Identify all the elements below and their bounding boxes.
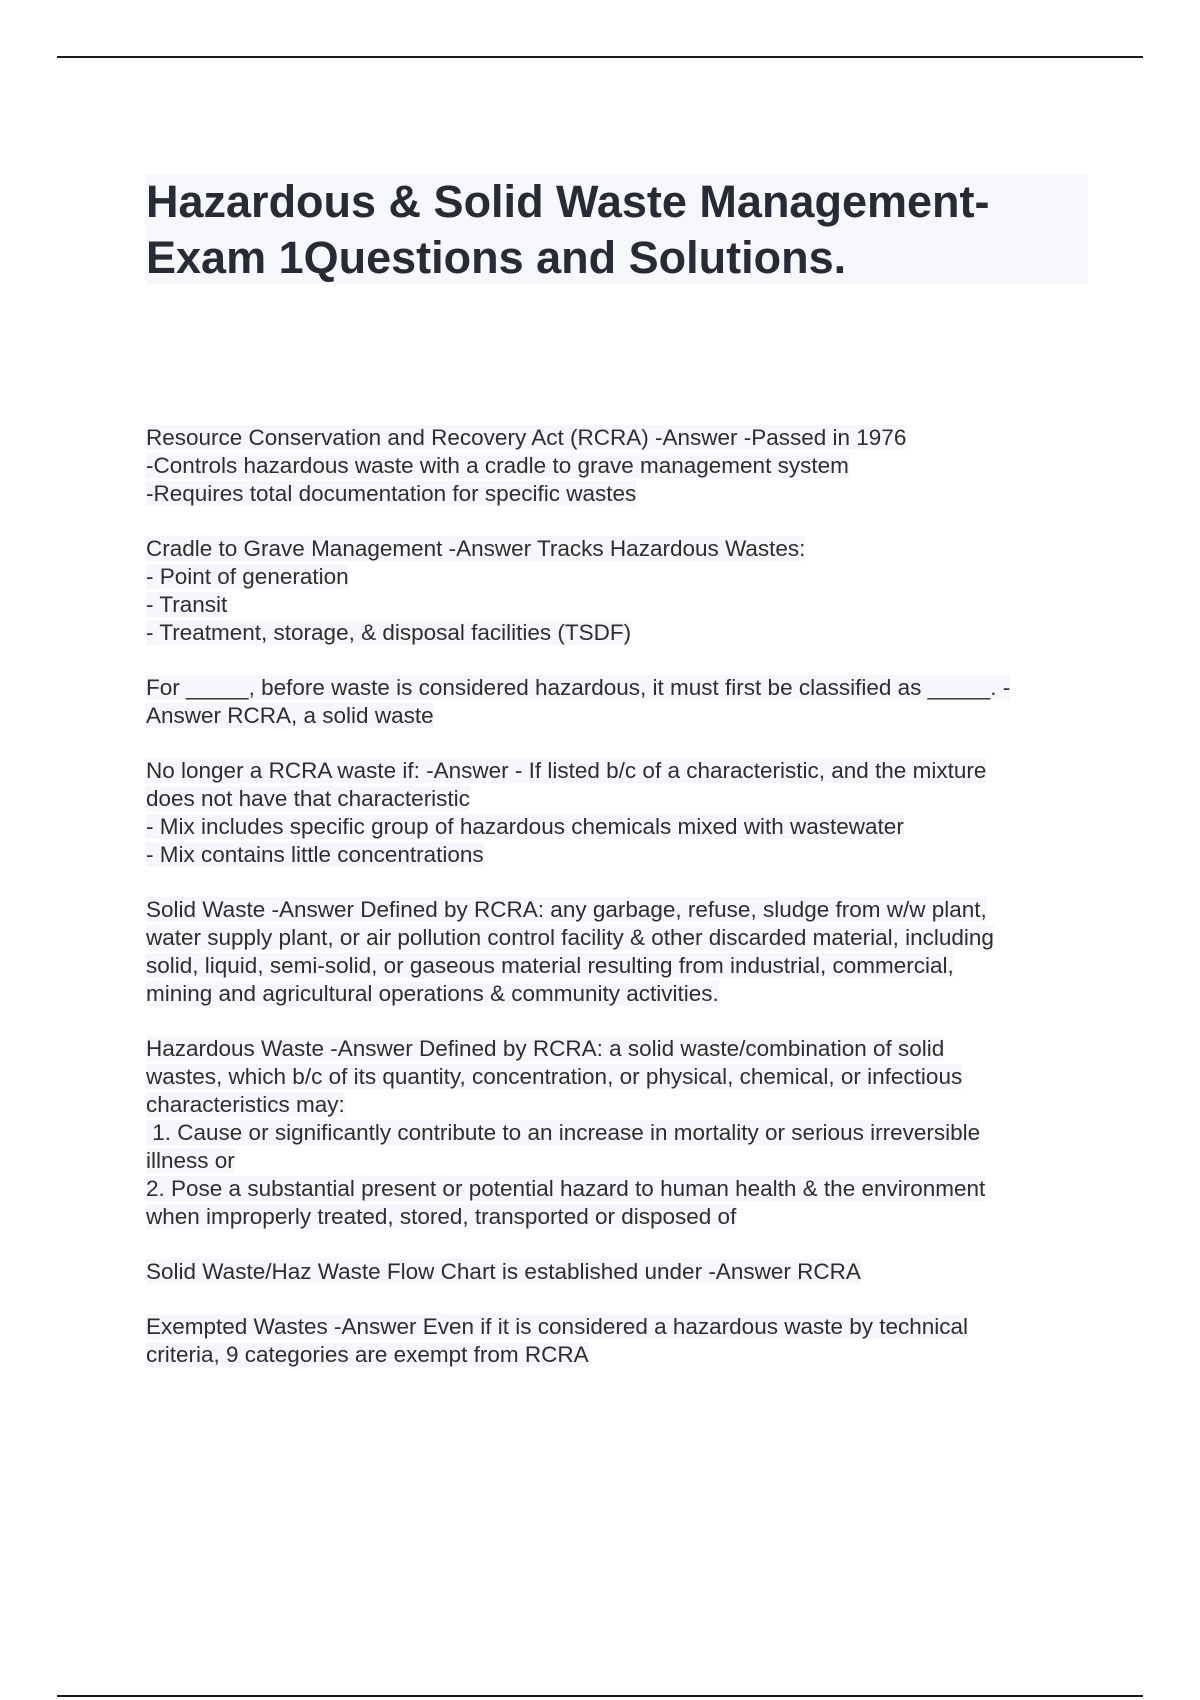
qa-entry-hazardous-waste: [146, 1035, 1091, 1231]
qa-line: - Point of generation: [146, 564, 349, 589]
qa-line: criteria, 9 categories are exempt from RCRA: [146, 1342, 589, 1367]
qa-line: -Requires total documentation for specific wastes: [146, 481, 637, 506]
qa-line: wastes, which b/c of its quantity, concentration, or physical, chemical, or infectious: [146, 1064, 963, 1089]
qa-line: Hazardous Waste -Answer Defined by RCRA: a solid waste/combination of solid: [146, 1036, 945, 1061]
qa-entry-no-longer-rcra: [146, 757, 1091, 869]
qa-line: water supply plant, or air pollution control facility & other discarded material, including: [146, 925, 994, 950]
title-block: [146, 174, 1088, 284]
qa-line: mining and agricultural operations & community activities.: [146, 981, 719, 1006]
title-line: Exam 1Questions and Solutions.: [146, 232, 847, 283]
qa-entry-solid-waste: [146, 896, 1091, 1008]
qa-line: characteristics may:: [146, 1092, 345, 1117]
qa-line: solid, liquid, semi-solid, or gaseous material resulting from industrial, commercial,: [146, 953, 954, 978]
qa-line: Solid Waste -Answer Defined by RCRA: any garbage, refuse, sludge from w/w plant,: [146, 897, 987, 922]
qa-line: Solid Waste/Haz Waste Flow Chart is established under -Answer RCRA: [146, 1259, 861, 1284]
qa-line: illness or: [146, 1148, 235, 1173]
top-rule: [57, 56, 1143, 58]
qa-entry-exempted-wastes: [146, 1313, 1091, 1369]
qa-line: -Controls hazardous waste with a cradle to grave management system: [146, 453, 849, 478]
qa-line: No longer a RCRA waste if: -Answer - If listed b/c of a characteristic, and the mixture: [146, 758, 987, 783]
qa-entry-flow-chart: [146, 1258, 1091, 1286]
qa-list: [146, 424, 1091, 1396]
bottom-rule: [57, 1695, 1143, 1697]
qa-line: - Transit: [146, 592, 228, 617]
qa-entry-fill-in: [146, 674, 1091, 730]
qa-line: - Mix includes specific group of hazardous chemicals mixed with wastewater: [146, 814, 904, 839]
document-title: [146, 174, 1088, 286]
qa-line: For _____, before waste is considered hazardous, it must first be classified as _____. -: [146, 675, 1011, 700]
qa-line: when improperly treated, stored, transported or disposed of: [146, 1204, 737, 1229]
qa-line: 2. Pose a substantial present or potential hazard to human health & the environment: [146, 1176, 986, 1201]
qa-line: - Treatment, storage, & disposal facilities (TSDF): [146, 620, 632, 645]
title-line: Hazardous & Solid Waste Management-: [146, 176, 990, 227]
qa-line: Answer RCRA, a solid waste: [146, 703, 434, 728]
qa-line: - Mix contains little concentrations: [146, 842, 484, 867]
qa-entry-rcra: [146, 424, 1091, 508]
qa-line: does not have that characteristic: [146, 786, 470, 811]
qa-line: Exempted Wastes -Answer Even if it is considered a hazardous waste by technical: [146, 1314, 969, 1339]
qa-entry-cradle-to-grave: [146, 535, 1091, 647]
qa-line: Resource Conservation and Recovery Act (RCRA) -Answer -Passed in 1976: [146, 425, 907, 450]
qa-line: Cradle to Grave Management -Answer Tracks Hazardous Wastes:: [146, 536, 806, 561]
qa-line: 1. Cause or significantly contribute to an increase in mortality or serious irreversible: [146, 1120, 981, 1145]
